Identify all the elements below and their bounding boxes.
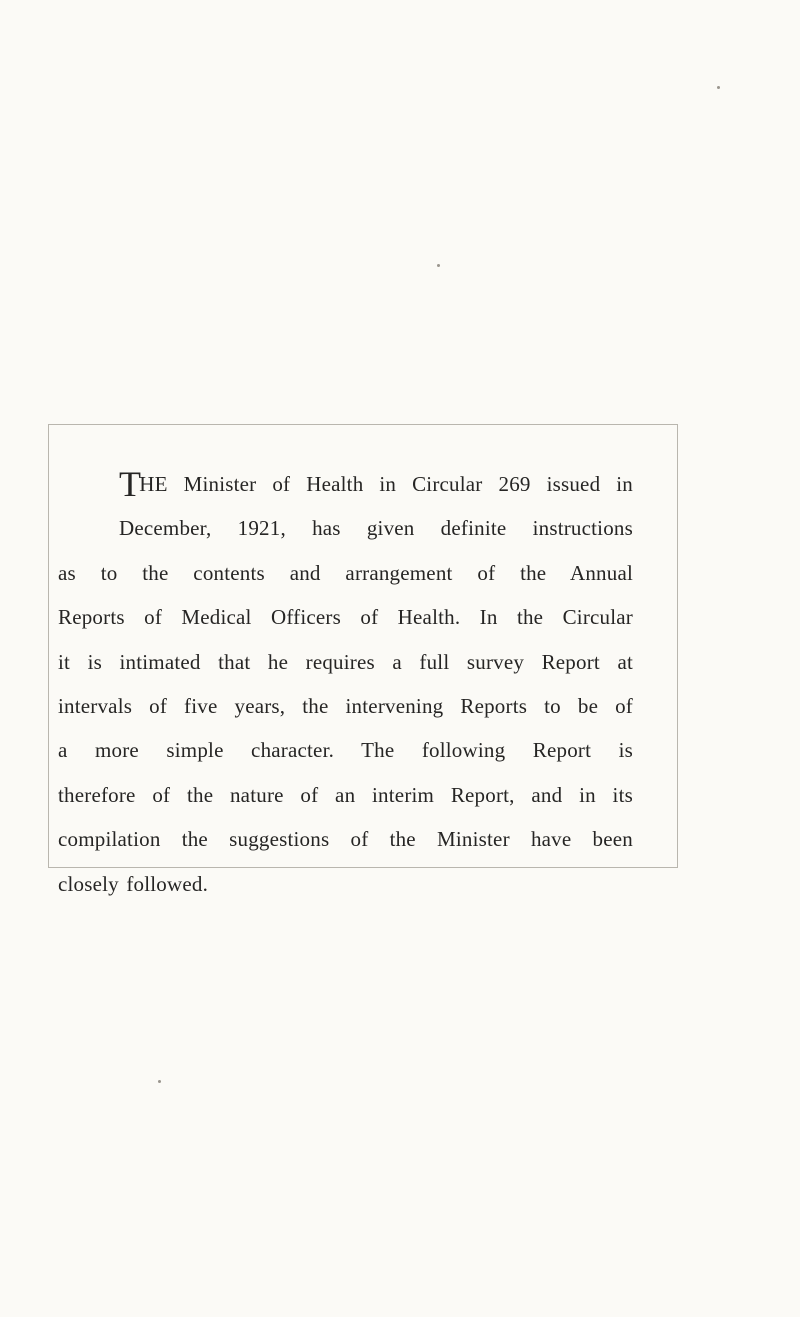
notice-line-5: it is intimated that he requires a full survey Report at bbox=[58, 649, 633, 674]
paper-speck bbox=[437, 264, 440, 267]
notice-line-4: Reports of Medical Officers of Health. In the Circular bbox=[58, 605, 633, 630]
notice-line-7: a more simple character. The following Report is bbox=[58, 738, 633, 763]
paper-speck bbox=[158, 1080, 161, 1083]
notice-line-3: as to the contents and arrangement of the Annual bbox=[58, 560, 633, 585]
notice-line-8: therefore of the nature of an interim Report, and in its bbox=[58, 782, 633, 807]
notice-line-6: intervals of five years, the intervening Reports to be of bbox=[58, 693, 633, 718]
notice-line-9: compilation the suggestions of the Minister have been bbox=[58, 827, 633, 852]
notice-line-1 bbox=[58, 462, 633, 506]
notice-line-2: December, 1921, has given definite instructions bbox=[119, 516, 633, 541]
notice-line-1-text: HE Minister of Health in Circular 269 issued in bbox=[139, 472, 633, 496]
paper-speck bbox=[717, 86, 720, 89]
notice-line-10: closely followed. bbox=[58, 871, 209, 896]
ministerial-notice-paragraph bbox=[58, 462, 633, 906]
drop-cap-letter: T bbox=[119, 464, 142, 504]
